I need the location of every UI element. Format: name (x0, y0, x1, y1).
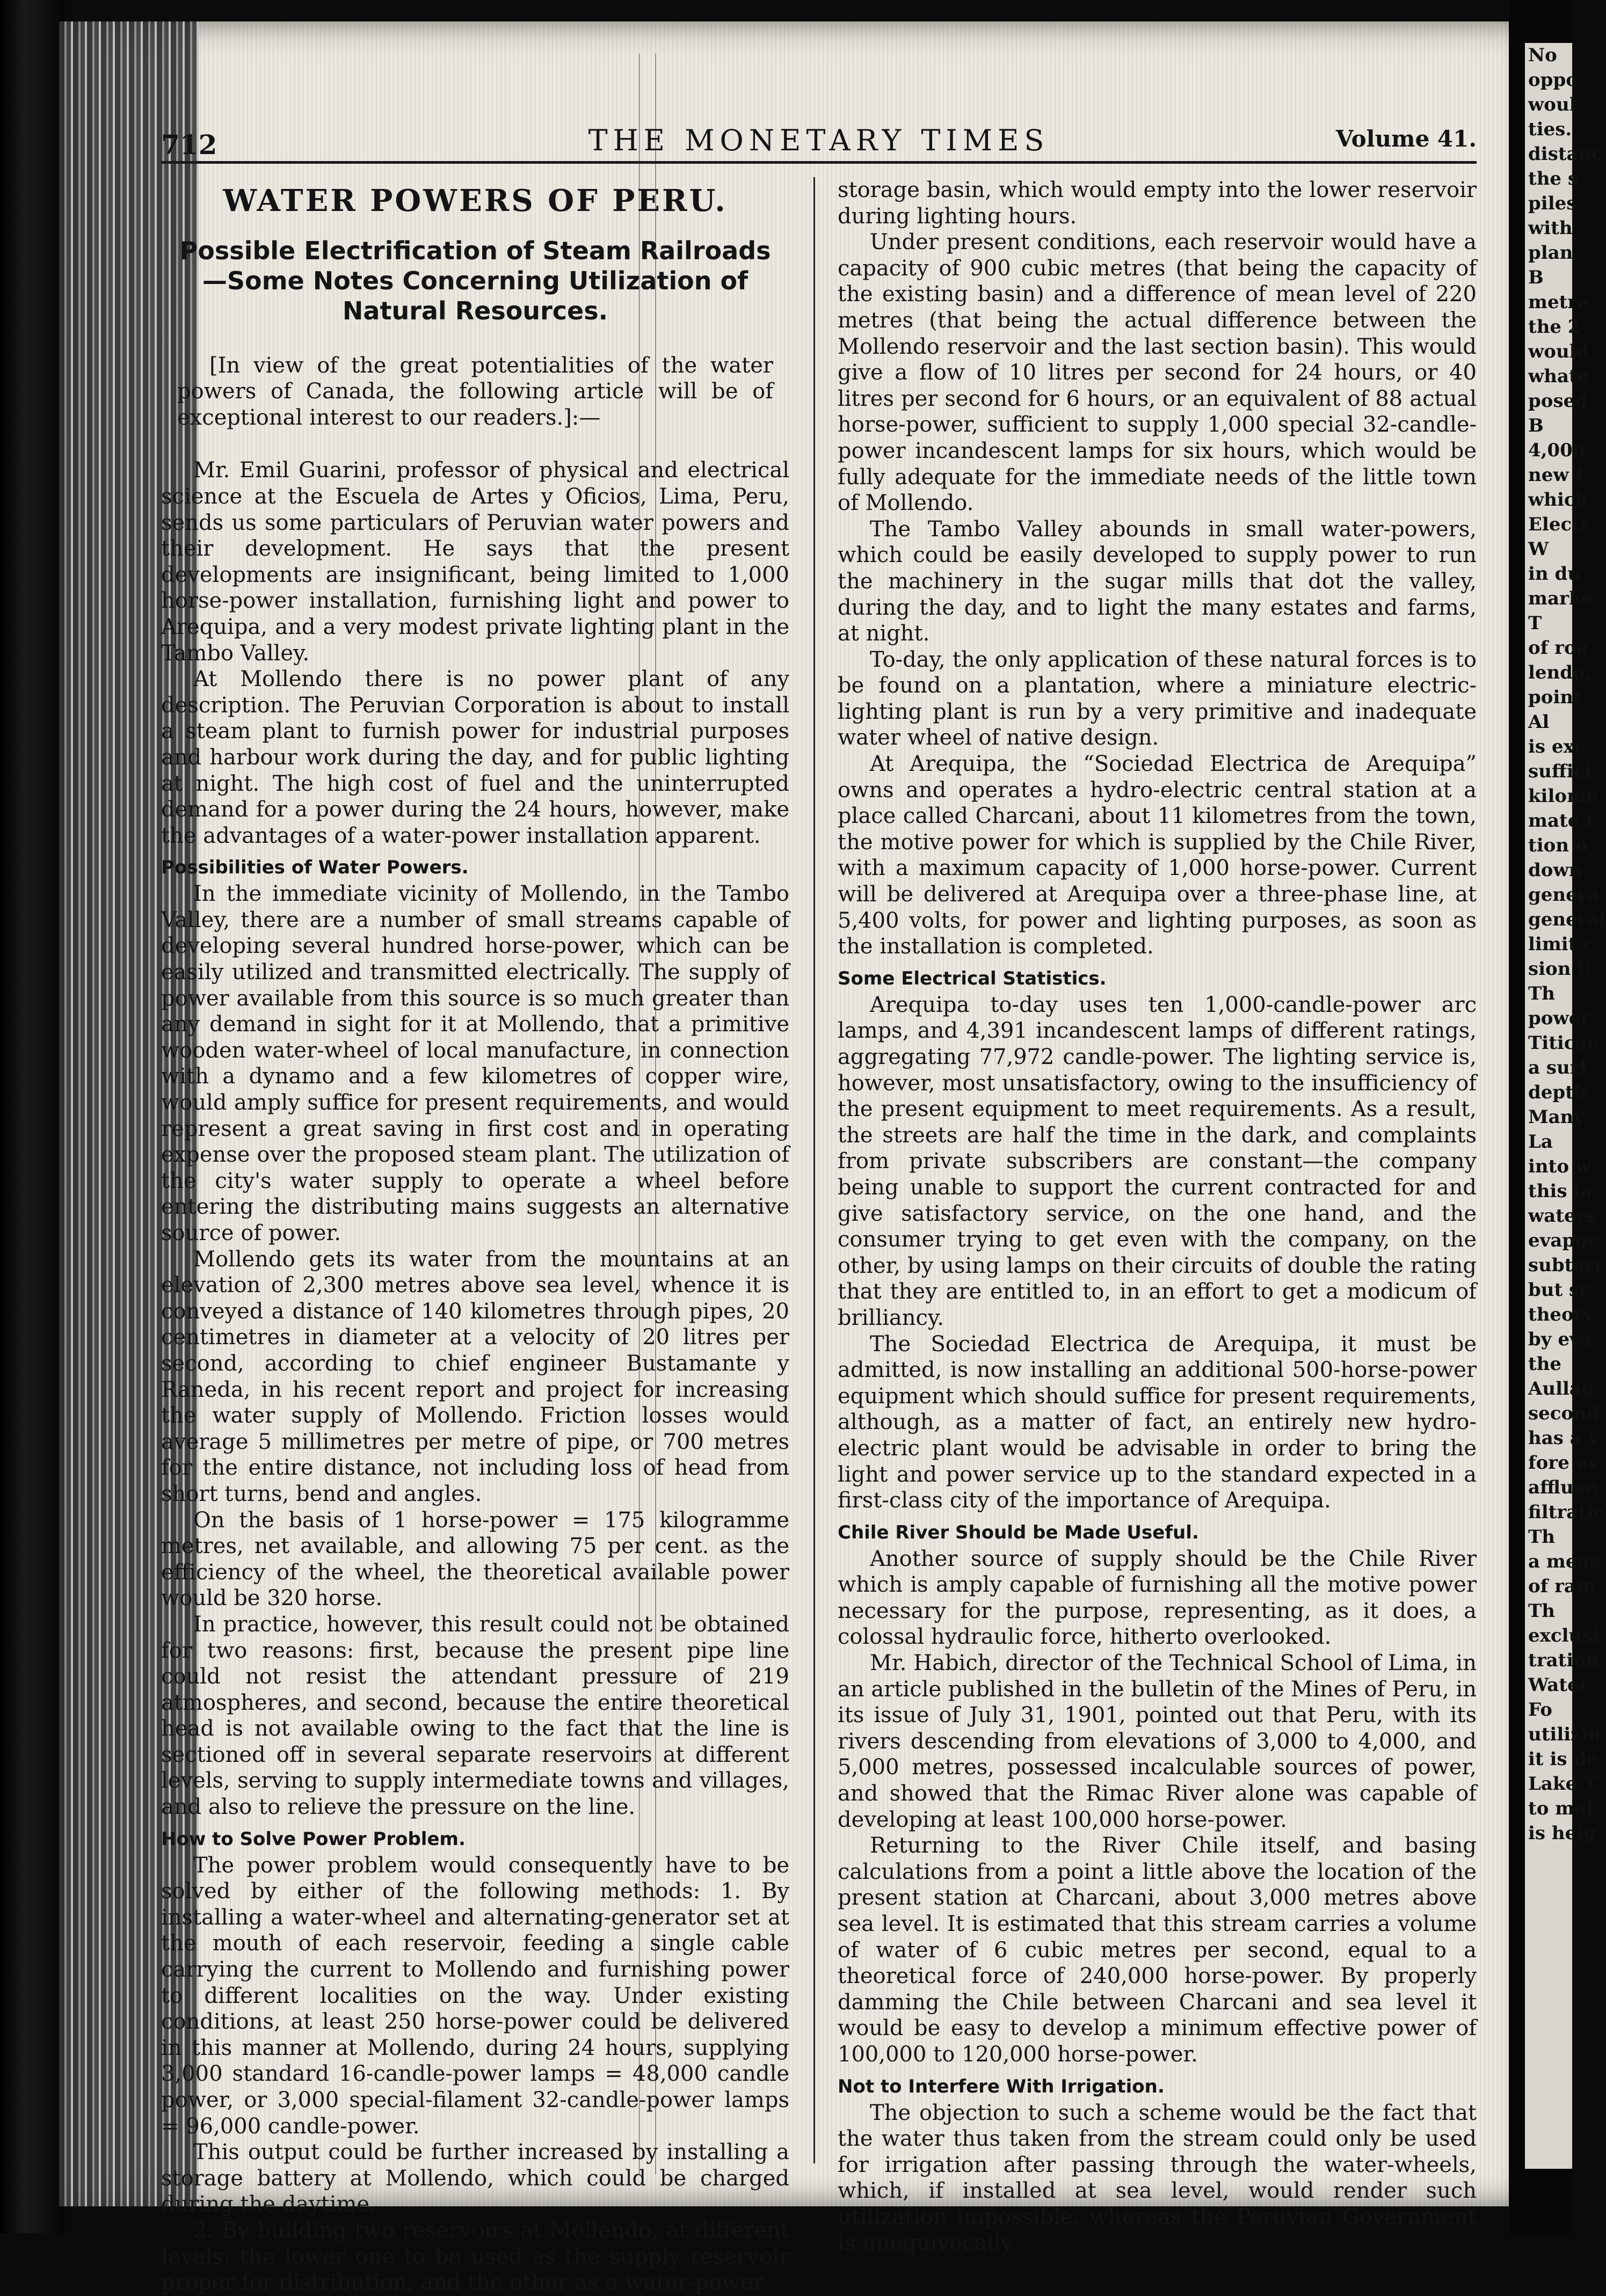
fragment-line: B (1528, 267, 1544, 288)
fragment-line: ties. (1528, 119, 1572, 140)
fragment-line: but sc (1528, 1279, 1590, 1301)
article-subtitle: Possible Electrification of Steam Railroads—Some Notes Concerning Utilization of Natural Resources. (179, 236, 771, 325)
fragment-line: new f (1528, 464, 1583, 486)
body-paragraph: Returning to the River Chile itself, and basing calculations from a point a little above the location of the present station at Charcani, about 3,000 metres above sea level. It is estimated that this stream carries a volume of water of 6 cubic metres per second, equal to a theoretical force of 240,000 horse-power. By properly damming the Chile between Charcani and sea level it would be easy to develop a minimum effective power of 100,000 to 120,000 horse-power. (838, 1833, 1477, 2067)
fragment-line: power (1528, 1008, 1590, 1029)
fragment-line: 4,000 (1528, 440, 1586, 461)
fragment-line: of roa (1528, 637, 1588, 659)
fragment-line: with (1528, 217, 1573, 239)
fragment-line: suffici (1528, 761, 1592, 782)
fragment-line: distanc (1528, 143, 1603, 165)
body-paragraph: Another source of supply should be the Chile River which is amply capable of furnishing all the motive power necessary for the purpose, representing, as it does, a colossal hydraulic force, hitherto overlooked. (838, 1546, 1477, 1650)
running-header (161, 113, 1477, 164)
fragment-line: in du (1528, 563, 1581, 585)
running-title: THE MONETARY TIMES (588, 123, 1050, 157)
fragment-line: metre (1528, 291, 1589, 313)
fragment-line: general (1528, 909, 1606, 930)
fragment-line: waters (1528, 1205, 1596, 1227)
section-heading: Chile River Should be Made Useful. (838, 1521, 1199, 1543)
editor-note: [In view of the great potentialities of the water powers of Canada, the following article will be of exceptional interest to our readers.]:— (177, 353, 773, 430)
fragment-line: tration (1528, 1650, 1599, 1671)
fragment-line: the s (1528, 168, 1579, 189)
fragment-line: T (1528, 613, 1542, 634)
body-paragraph: In practice, however, this result could not be obtained for two reasons: first, because the present pipe line could not resist the attendant pressure of 219 atmospheres, and second, because the entire theoretical head is not available owing to the fact that the line is sectioned off in several separate reservoirs at different levels, serving to supply intermediate towns and villages, and also to relieve the pressure on the line. (161, 1612, 789, 1820)
fragment-line: point (1528, 687, 1582, 708)
body-paragraph: To-day, the only application of these natural forces is to be found on a plantation, where a miniature electric-lighting plant is run by a very primitive and inadequate water wheel of native design. (838, 647, 1477, 750)
fragment-line: woul (1528, 94, 1576, 115)
fragment-line: a meas (1528, 1551, 1600, 1572)
fragment-line: Titicac (1528, 1032, 1598, 1054)
fragment-line: piles (1528, 193, 1577, 214)
fragment-line: plan (1528, 242, 1573, 264)
fragment-line: La (1528, 1131, 1553, 1153)
body-paragraph: Under present conditions, each reservoir would have a capacity of 900 cubic metres (that being the capacity of the existing basin) and a difference of mean level of 220 metres (that being the actual difference between the Mollendo reservoir and the last section basin). This would give a flow of 10 litres per second for 24 hours, or 40 litres per second for 6 hours, or an equivalent of 88 actual horse-power, sufficient to supply 1,000 special 32-candle-power incandescent lamps for six hours, which would be fully adequate for the immediate needs of the little town of Mollendo. (838, 230, 1477, 516)
fragment-line: it is de (1528, 1748, 1598, 1770)
body-paragraph: At Mollendo there is no power plant of any description. The Peruvian Corporation is about to install a steam plant to furnish power for industrial purposes and harbour work during the day, and for public lighting at night. The high cost of fuel and the uninterrupted demand for a power during the 24 hours, however, make the advantages of a water-power installation apparent. (161, 667, 789, 848)
fragment-line: marke (1528, 588, 1594, 609)
fragment-line: to mal (1528, 1798, 1594, 1819)
fragment-line: Electr (1528, 514, 1590, 535)
section-heading: Some Electrical Statistics. (838, 967, 1107, 989)
fragment-line: filtratic (1528, 1501, 1605, 1523)
fragment-line: is heig (1528, 1823, 1596, 1844)
fragment-line: Lake T (1528, 1773, 1597, 1795)
fragment-line: theory (1528, 1304, 1594, 1325)
body-paragraph: Mr. Habich, director of the Technical School of Lima, in an article published in the bulletin of the Mines of Peru, in its issue of July 31, 1901, pointed out that Peru, with its rivers descending from elevations of 3,000 to 4,000, and 5,000 metres, possessed incalculable sources of power, and showed that the Rimac River alone was capable of developing at least 100,000 horse-power. (838, 1651, 1477, 1832)
fragment-line: exclusi (1528, 1625, 1600, 1646)
fragment-line: which (1528, 489, 1589, 511)
body-paragraph: At Arequipa, the “Sociedad Electrica de Arequipa” owns and operates a hydro-electric central station at a place called Charcani, about 11 kilometres from the town, the motive power for which is supplied by the Chile River, with a maximum capacity of 1,000 horse-power. Current will be delivered at Arequipa over a three-phase line, at 5,400 volts, for power and lighting purposes, as soon as the installation is completed. (838, 752, 1477, 959)
body-paragraph: The objection to such a scheme would be the fact that the water thus taken from the stream could only be used for irrigation after passing through the water-wheels, which, if installed at sea level, would render such utilization impossible, whereas the Peruvian Government is unequivocally (838, 2100, 1477, 2256)
fragment-line: utilizin (1528, 1724, 1602, 1745)
fragment-line: tion o (1528, 835, 1588, 856)
body-paragraph: This output could be further increased by installing a storage battery at Mollendo, which could be charged during the daytime. (161, 2140, 789, 2217)
fragment-line: of rain (1528, 1576, 1596, 1597)
body-paragraph: Mr. Emil Guarini, professor of physical and electrical science at the Escuela de Artes y Oficios, Lima, Peru, sends us some particulars of Peruvian water powers and their development. He says that the present developments are insignificant, being limited to 1,000 horse-power installation, furnishing light and power to Arequipa, and a very modest private lighting plant in the Tambo Valley. (161, 458, 789, 666)
body-paragraph: The Sociedad Electrica de Arequipa, it must be admitted, is now installing an additional 500-horse-power equipment which should suffice for present requirements, although, as a matter of fact, an entirely new hydro-electric plant would be advisable in order to bring the light and power service up to the standard expected in a first-class city of the importance of Arequipa. (838, 1331, 1477, 1513)
fragment-line: would (1528, 341, 1589, 362)
body-paragraph: The Tambo Valley abounds in small water-powers, which could be easily developed to supply power to run the machinery in the sugar mills that dot the valley, during the day, and to light the many estates and farms, at night. (838, 516, 1477, 646)
right-column (838, 177, 1477, 2256)
fragment-line: genera (1528, 884, 1599, 906)
fragment-line: Water (1528, 1674, 1589, 1696)
fragment-line: sion li (1528, 958, 1592, 980)
fragment-line: has a v (1528, 1427, 1599, 1449)
fragment-line: Th (1528, 1526, 1556, 1548)
fragment-line: the (1528, 1353, 1562, 1375)
fragment-line: evapor (1528, 1230, 1597, 1251)
fragment-line: kilome (1528, 785, 1598, 807)
body-paragraph: In the immediate vicinity of Mollendo, in the Tambo Valley, there are a number of small streams capable of developing several hundred horse-power, which can be easily utilized and transmitted electrically. The supply of power available from this source is so much greater than any demand in sight for it at Mollendo, that a primitive wooden water-wheel of local manufacture, in connection with a dynamo and a few kilometres of copper wire, would amply suffice for present requirements, and would represent a great saving in first cost and in operating expense over the proposed steam plant. The utilization of the city's water supply to operate a wheel before entering the distributing mains suggests an alternative source of power. (161, 881, 789, 1245)
body-paragraph: On the basis of 1 horse-power = 175 kilogramme metres, net available, and allowing 75 per cent. as the efficiency of the wheel, the theoretical available power would be 320 horse. (161, 1507, 789, 1611)
section-heading: Not to Interfere With Irrigation. (838, 2075, 1165, 2097)
fragment-line: Aullag (1528, 1378, 1594, 1400)
fragment-line: W (1528, 538, 1549, 560)
body-paragraph: The power problem would consequently have to be solved by either of the following methods: 1. By installing a water-wheel and alternating-generator set at the mouth of each reservoir, feeding a single cable carrying the current to Mollendo and furnishing power to different localities on the way. Under existing conditions, at least 250 horse-power could be delivered in this manner at Mollendo, during 24 hours, supplying 3,000 standard 16-candle-power lamps = 48,000 candle power, or 3,000 special-filament 32-candle-power lamps = 96,000 candle-power. (161, 1853, 789, 2139)
adjacent-page-fragment (1525, 43, 1606, 2169)
fragment-line: Al (1528, 711, 1550, 733)
volume-label: Volume 41. (1335, 126, 1477, 152)
fragment-line: Th (1528, 1600, 1556, 1622)
fragment-line: the 2 (1528, 316, 1581, 338)
book-binding-shadow (0, 0, 64, 2233)
fragment-line: oppo (1528, 69, 1578, 91)
article-title: WATER POWERS OF PERU. (223, 183, 728, 218)
fragment-line: whate (1528, 366, 1589, 387)
fragment-line: into w (1528, 1156, 1592, 1177)
section-heading: How to Solve Power Problem. (161, 1828, 466, 1850)
fragment-line: affluen (1528, 1477, 1599, 1498)
fragment-line: depth (1528, 1082, 1587, 1103)
left-column (161, 177, 789, 2296)
fragment-line: fore ev (1528, 1452, 1598, 1474)
fragment-line: posed (1528, 390, 1588, 412)
fragment-line: No (1528, 45, 1557, 66)
fragment-line: B (1528, 415, 1544, 436)
fragment-line: second (1528, 1403, 1600, 1424)
fragment-line: a surf (1528, 1057, 1588, 1078)
column-rule (813, 177, 815, 2163)
section-heading: Possibilities of Water Powers. (161, 857, 469, 879)
fragment-line: limit c (1528, 934, 1594, 955)
page-content (161, 32, 1477, 2295)
fragment-line: Fo (1528, 1699, 1552, 1721)
fragment-line: by eva (1528, 1329, 1592, 1350)
body-paragraph: Mollendo gets its water from the mountains at an elevation of 2,300 metres above sea level, whence it is conveyed a distance of 140 kilometres through pipes, 20 centimetres in diameter at a velocity of 20 litres per second, according to chief engineer Bustamante y Raneda, in his recent report and project for increasing the water supply of Mollendo. Friction losses would average 5 millimetres per metre of pipe, or 700 metres for the entire distance, not including loss of head from short turns, bend and angles. (161, 1247, 789, 1506)
fragment-line: mate t (1528, 810, 1594, 832)
fragment-line: lendo, (1528, 662, 1592, 683)
body-paragraph: Arequipa to-day uses ten 1,000-candle-power arc lamps, and 4,391 incandescent lamps of different ratings, aggregating 77,972 candle-power. The lighting service is, however, most unsatisfactory, owing to the insufficiency of the present equipment to meet requirements. As a result, the streets are half the time in the dark, and complaints from private subscribers are constant—the company being unable to support the current contracted for and give satisfactory service, on the one hand, and the consumer trying to get even with the company, on the other, by using lamps on their circuits of double the rating that they are entitled to, in an effort to get a modicum of brilliancy. (838, 992, 1477, 1330)
page-number: 712 (161, 129, 217, 161)
fragment-line: subterr (1528, 1255, 1604, 1276)
fragment-line: is exc (1528, 736, 1586, 757)
fragment-line: Many (1528, 1106, 1585, 1128)
fragment-line: down (1528, 859, 1582, 881)
body-paragraph: storage basin, which would empty into the lower reservoir during lighting hours. (838, 178, 1477, 229)
fragment-line: Th (1528, 983, 1556, 1004)
body-paragraph: 2. By building two reservoirs at Mollendo, at different levels; the lower one to be used as the supply reservoir proper for distribution, and the other as a water-power (161, 2218, 789, 2295)
fragment-line: this la (1528, 1180, 1593, 1202)
